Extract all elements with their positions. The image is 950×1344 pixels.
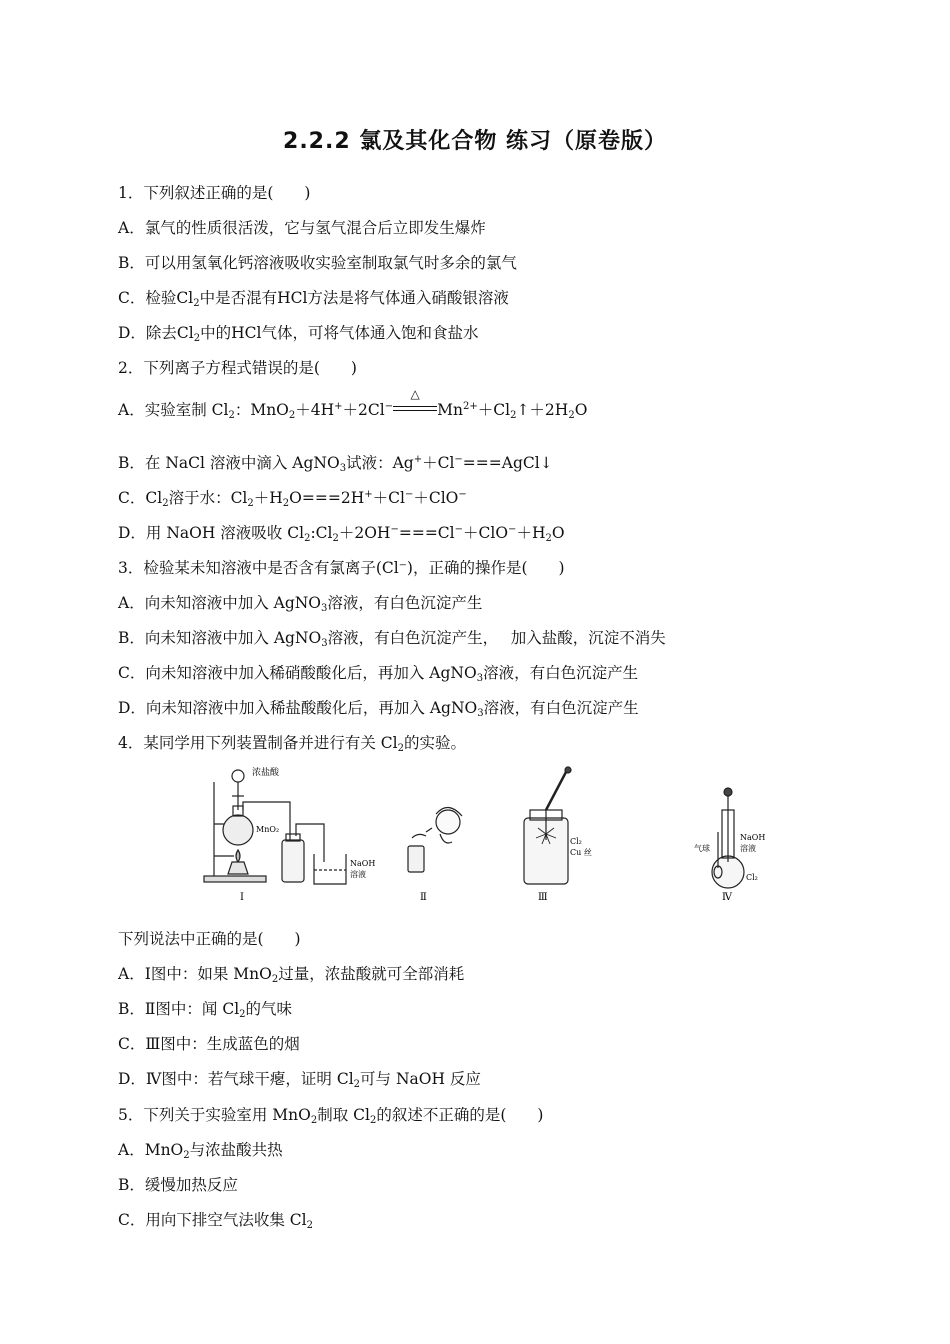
apparatus-3 — [524, 767, 571, 884]
q1-option-a: A．氯气的性质很活泼，它与氢气混合后立即发生爆炸 — [118, 219, 486, 237]
label-balloon: 气球 — [694, 844, 710, 853]
apparatus-2 — [408, 807, 462, 872]
label-naoh-1: NaOH — [350, 859, 376, 868]
heating-equals-sign: △ — [393, 401, 437, 419]
label-fig-3: Ⅲ — [538, 892, 548, 903]
q3-option-c: C．向未知溶液中加入稀硝酸酸化后，再加入 AgNO$_3$溶液，有白色沉淀产生 — [118, 664, 639, 684]
q4-option-d: D．Ⅳ图中：若气球干瘪，证明 $Cl_2$可与 NaOH 反应 — [118, 1070, 481, 1090]
label-mno2: MnO₂ — [256, 825, 280, 834]
q4-sub-stem: 下列说法中正确的是( ) — [118, 930, 301, 948]
label-fig-2: Ⅱ — [420, 892, 427, 903]
q5-option-a: A．MnO$_2$与浓盐酸共热 — [118, 1141, 283, 1161]
q2-option-b: B．在 NaCl 溶液中滴入 AgNO$_3$试液：Ag+＋Cl−===AgCl↓ — [118, 454, 553, 474]
q4-stem: 4．某同学用下列装置制备并进行有关 $Cl_2$的实验。 — [118, 734, 466, 754]
label-naoh-2: NaOH — [740, 833, 766, 842]
q4-option-a: A．Ⅰ图中：如果 MnO$_2$过量，浓盐酸就可全部消耗 — [118, 965, 465, 985]
label-fig-4: Ⅳ — [722, 892, 732, 903]
q1-option-c: C．检验$Cl_2$中是否混有HCl方法是将气体通入硝酸银溶液 — [118, 289, 509, 309]
q3-option-d: D．向未知溶液中加入稀盐酸酸化后，再加入 AgNO$_3$溶液，有白色沉淀产生 — [118, 699, 639, 719]
q5-option-b: B．缓慢加热反应 — [118, 1176, 238, 1194]
q1-option-b: B．可以用氢氧化钙溶液吸收实验室制取氯气时多余的氯气 — [118, 254, 517, 272]
q3-option-b: B．向未知溶液中加入 AgNO$_3$溶液，有白色沉淀产生， 加入盐酸，沉淀不消失 — [118, 629, 666, 649]
q5-option-c: C．用向下排空气法收集 $Cl_2$ — [118, 1211, 313, 1231]
q4-option-b: B．Ⅱ图中：闻 $Cl_2$的气味 — [118, 1000, 293, 1020]
label-solution-1: 溶液 — [350, 870, 366, 879]
q1-stem: 1．下列叙述正确的是( ) — [118, 184, 311, 202]
apparatus-figure — [200, 762, 780, 910]
q2-option-c: C．$Cl_2$溶于水：$Cl_2+H_2O===2H^++Cl^-+ClO^-$ — [118, 489, 467, 509]
label-fig-1: Ⅰ — [240, 892, 244, 903]
q3-stem: 3．检验某未知溶液中是否含有氯离子(Cl⁻)，正确的操作是( ) — [118, 559, 565, 577]
label-cu-wire: Cu 丝 — [570, 848, 592, 857]
q2-option-a: A．实验室制 $Cl_2$：MnO$_2$＋4H+＋2Cl− △ $Mn^{2+}+Cl_2↑+2H_2O$ — [118, 387, 588, 421]
q2-option-d: D．用 NaOH 溶液吸收 $Cl_2:Cl_2+2OH^-===Cl^-+ClO^-+H_2O$ — [118, 524, 565, 544]
q5-stem: 5．下列关于实验室用 MnO$_2$制取 $Cl_2$的叙述不正确的是( ) — [118, 1106, 544, 1126]
page-title: 2.2.2 氯及其化合物 练习（原卷版） — [283, 129, 667, 154]
label-solution-2: 溶液 — [740, 844, 756, 853]
q3-option-a: A．向未知溶液中加入 AgNO$_3$溶液，有白色沉淀产生 — [118, 594, 483, 614]
q4-option-c: C．Ⅲ图中：生成蓝色的烟 — [118, 1035, 300, 1053]
label-conc-hcl: 浓盐酸 — [252, 768, 280, 778]
label-cl2: Cl₂ — [570, 837, 582, 846]
q1-option-d: D．除去$Cl_2$中的HCl气体，可将气体通入饱和食盐水 — [118, 324, 479, 344]
q2-stem: 2．下列离子方程式错误的是( ) — [118, 359, 357, 377]
label-cl2-b: Cl₂ — [746, 873, 758, 882]
